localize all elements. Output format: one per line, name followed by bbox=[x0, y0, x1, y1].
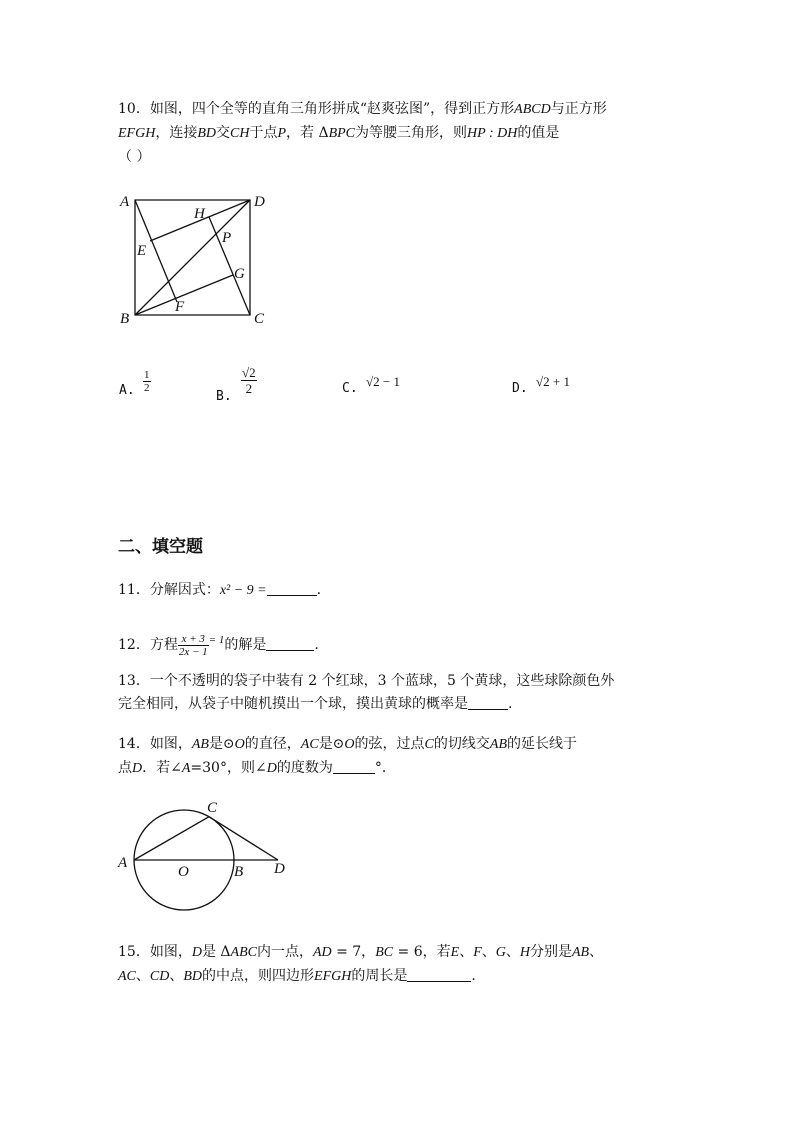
label-b: B bbox=[120, 311, 130, 327]
option-b-value: $\frac{√2}{2}$ bbox=[242, 365, 256, 396]
label-c: C bbox=[207, 800, 218, 816]
answer-parentheses: （ ） bbox=[118, 149, 151, 165]
answer-blank[interactable] bbox=[333, 759, 375, 774]
q13-line-1: 13．一个不透明的袋子中装有 2 个红球，3 个蓝球，5 个黄球，这些球除颜色外 bbox=[118, 673, 615, 689]
fraction: $\frac{x + 3}{2x - 1}$ bbox=[178, 632, 208, 658]
option-a-value: $\frac{1}{2}$ bbox=[144, 369, 150, 394]
answer-blank[interactable] bbox=[407, 967, 471, 982]
chord-ac bbox=[134, 817, 209, 860]
diagonal-bd bbox=[135, 200, 250, 315]
option-d-value: √2 + 1 bbox=[536, 374, 570, 389]
section-title: 二、填空题 bbox=[118, 537, 203, 557]
answer-blank[interactable] bbox=[267, 581, 317, 596]
label-d: D bbox=[274, 861, 285, 877]
option-d-label: D. bbox=[512, 381, 528, 396]
label-e: E bbox=[137, 243, 147, 259]
answer-blank[interactable] bbox=[266, 636, 314, 651]
q10-line-2: EFGH，连接BD交CH于点P，若 ΔBPC为等腰三角形，则HP : DH的值是 bbox=[118, 125, 560, 141]
option-b-label: B. bbox=[216, 389, 232, 404]
label-a: A bbox=[118, 855, 128, 871]
label-o: O bbox=[178, 864, 189, 880]
q13-line-2: 完全相同，从袋子中随机摸出一个球，摸出黄球的概率是 . bbox=[118, 696, 513, 712]
answer-blank[interactable] bbox=[468, 695, 508, 710]
label-p: P bbox=[222, 230, 232, 246]
option-a-label: A. bbox=[119, 383, 135, 398]
label-d: D bbox=[254, 194, 265, 210]
q15-line-2: AC、CD、BD的中点，则四边形EFGH的周长是 . bbox=[118, 968, 476, 984]
label-c: C bbox=[254, 311, 265, 327]
zhao-shuang-figure bbox=[110, 185, 280, 330]
tangent-cd bbox=[209, 817, 278, 860]
q14-line-1: 14．如图，AB是⊙O的直径，AC是⊙O的弦，过点C的切线交AB的延长线于 bbox=[118, 736, 577, 752]
label-f: F bbox=[175, 299, 185, 315]
q12: 12．方程 $\frac{x + 3}{2x - 1}$ $^{= 1}$的解是 . bbox=[118, 632, 319, 658]
circle-tangent-figure bbox=[110, 795, 295, 920]
q14-line-2: 点D．若∠A=30°，则∠D的度数为 °． bbox=[118, 760, 396, 776]
q15-line-1: 15．如图，D是 ΔABC内一点，AD = 7，BC = 6，若E、F、G、H分别是AB、 bbox=[118, 944, 604, 960]
option-c-value: √2 − 1 bbox=[366, 374, 400, 389]
option-c-label: C. bbox=[342, 381, 358, 396]
q11: 11．分解因式：x² − 9 = . bbox=[118, 582, 322, 598]
label-h: H bbox=[194, 206, 205, 222]
label-g: G bbox=[234, 266, 245, 282]
q10-line-1: 10．如图，四个全等的直角三角形拼成“赵爽弦图”，得到正方形ABCD与正方形 bbox=[118, 101, 607, 117]
label-b: B bbox=[234, 864, 244, 880]
label-a: A bbox=[120, 194, 130, 210]
